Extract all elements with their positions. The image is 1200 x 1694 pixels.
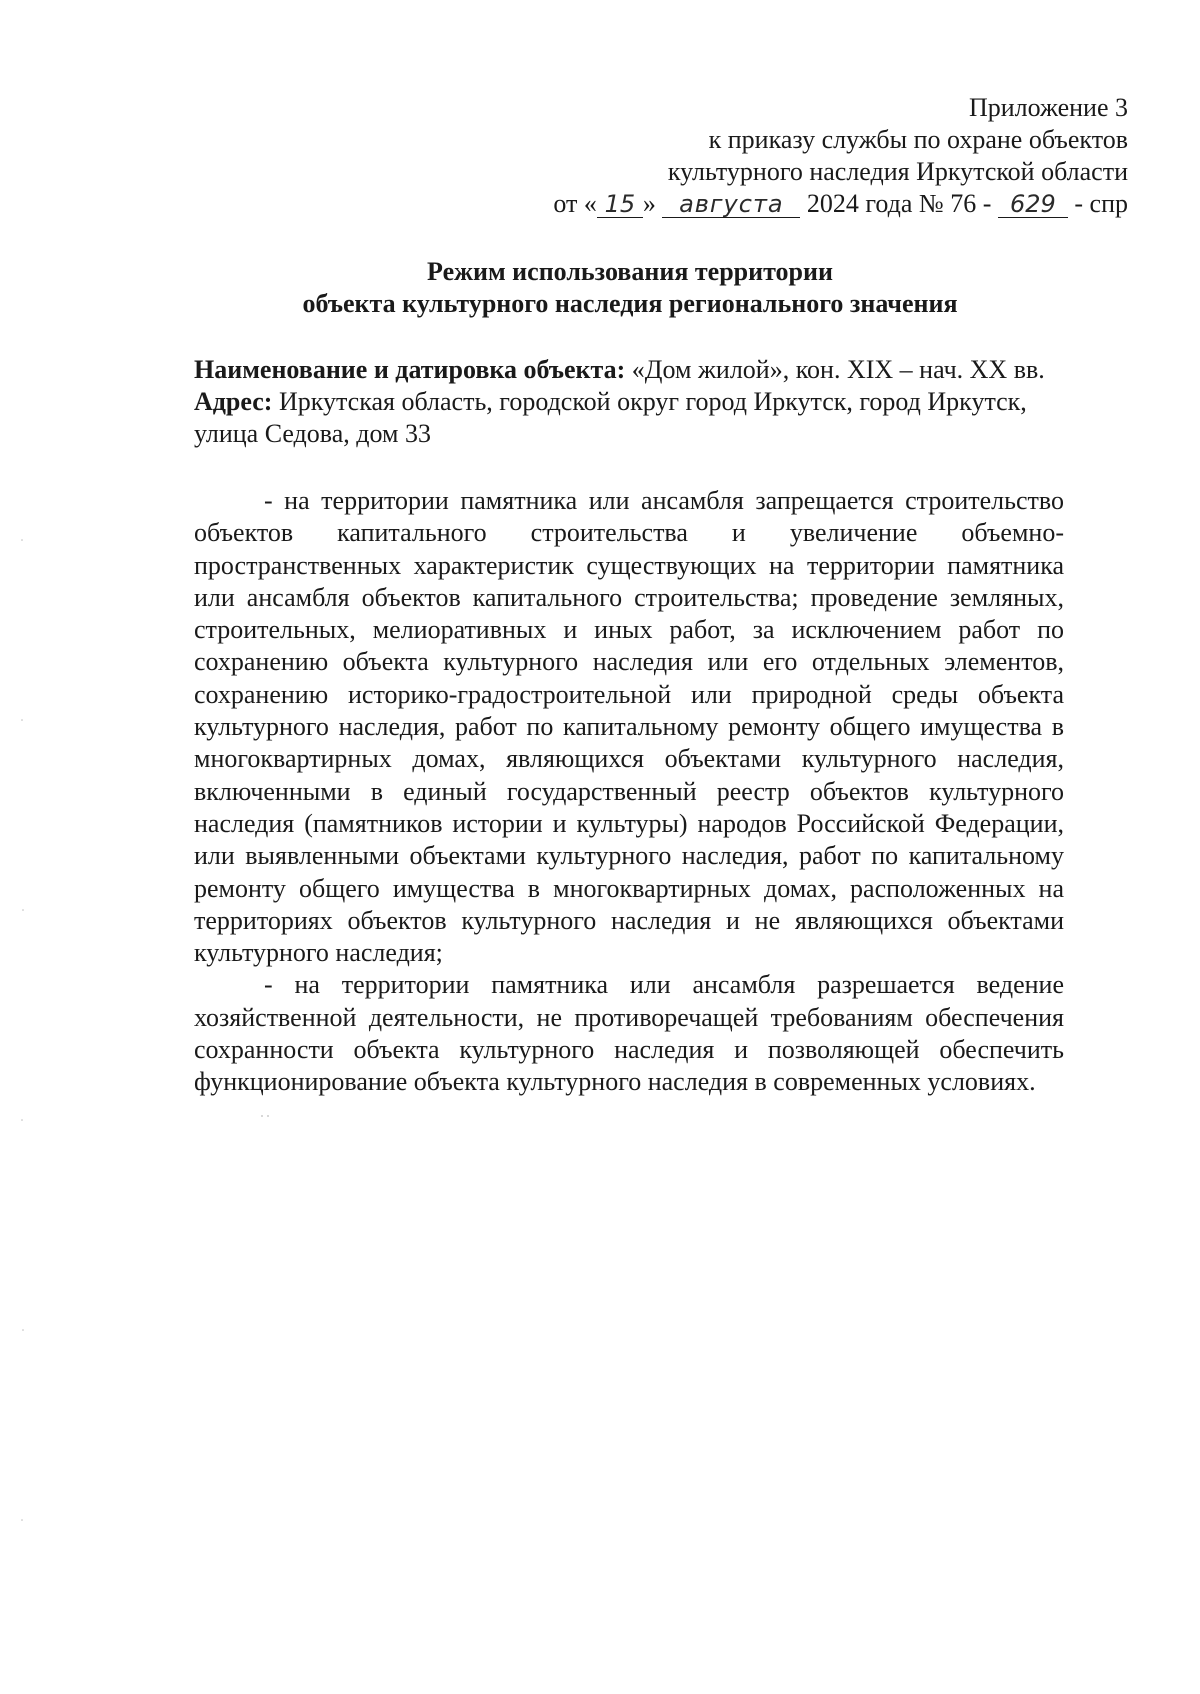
object-info — [194, 354, 1064, 450]
handwritten-order-number: 629 — [998, 191, 1068, 218]
date-year-text: 2024 года № 76 - — [806, 189, 992, 218]
title-line-2: объекта культурного наследия регионального значения — [302, 289, 958, 318]
regime-prohibitions-paragraph: - на территории памятника или ансамбля запрещается строительство объектов капитального строительства и увеличение объемно-пространственных характеристик существующих на территории памятника или ансамбля объектов капитального строительства; проведение земляных, строительных, мелиоративных и иных работ, за исключением работ по сохранению объекта культурного наследия или его отдельных элементов, сохранению историко-градостроительной или природной среды объекта культурного наследия, работ по капитальному ремонту общего имущества в многоквартирных домах, являющихся объектами культурного наследия, включенными в единый государственный реестр объектов культурного наследия (памятников истории и культуры) народов Российской Федерации, или выявленными объектами культурного наследия, работ по капитальному ремонту общего имущества в многоквартирных домах, расположенных на территориях объектов культурного наследия и не являющихся объектами культурного наследия; — [194, 486, 1064, 968]
appendix-order-reference: к приказу службы по охране объектов — [708, 125, 1128, 154]
regime-permissions-paragraph: - на территории памятника или ансамбля разрешается ведение хозяйственной деятельности, не противоречащей требованиям обеспечения сохранности объекта культурного наследия и позволяющей обеспечить функционирование объекта культурного наследия в современных условиях. — [194, 970, 1064, 1097]
object-address-label: Адрес: — [194, 387, 273, 416]
appendix-issuing-body: культурного наследия Иркутской области — [667, 157, 1128, 186]
date-quote-close: » — [642, 189, 656, 218]
handwritten-month: августа — [662, 191, 800, 218]
order-suffix: - спр — [1074, 189, 1128, 218]
appendix-header — [428, 92, 1128, 220]
regime-body — [194, 485, 1064, 1099]
appendix-date-line — [428, 188, 1128, 220]
object-name-value: «Дом жилой», кон. XIX – нач. XX вв. — [631, 355, 1045, 384]
object-name-label: Наименование и датировка объекта: — [194, 355, 626, 384]
object-name-row — [194, 354, 1064, 386]
object-address-value: Иркутская область, городской округ город Иркутск, город Иркутск, улица Седова, дом 33 — [194, 387, 1027, 448]
object-address-row — [194, 386, 1064, 450]
handwritten-day: 15 — [597, 191, 643, 218]
title-line-1: Режим использования территории — [427, 257, 833, 286]
document-title — [190, 256, 1070, 320]
date-prefix: от « — [553, 189, 597, 218]
appendix-number: Приложение 3 — [968, 93, 1128, 122]
